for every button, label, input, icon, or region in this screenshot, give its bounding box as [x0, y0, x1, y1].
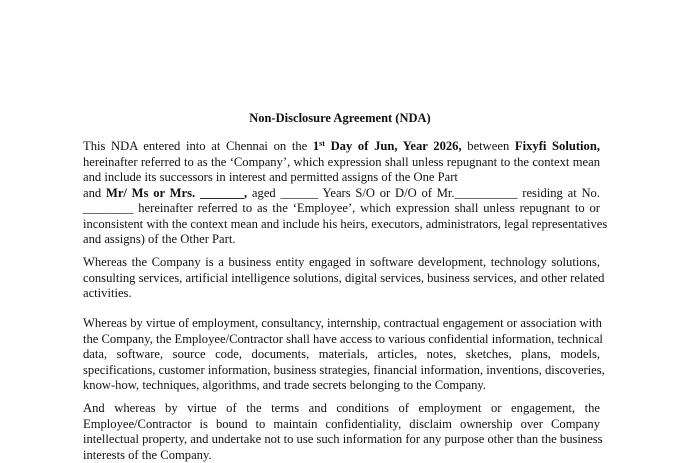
document-title: Non-Disclosure Agreement (NDA) [0, 110, 680, 126]
date-text [313, 139, 462, 153]
paragraph-line: activities. [83, 286, 600, 302]
paragraph-line: interests of the Company. [83, 448, 600, 463]
company-name: Fixyfi Solution, [515, 139, 600, 153]
paragraph-line: the Company, the Employee/Contractor shall have access to various confidential information, technical [83, 332, 600, 348]
paragraph-line: Whereas by virtue of employment, consultancy, internship, contractual engagement or association with [83, 316, 600, 332]
text-run: Day of Jun, Year 2026, [325, 139, 462, 153]
access-paragraph [83, 316, 600, 394]
paragraph-line [83, 139, 600, 155]
paragraph-line: Employee/Contractor is bound to maintain confidentiality, disclaim ownership over Company [83, 417, 600, 433]
parties-paragraph [83, 139, 600, 248]
paragraph-line: and assigns) of the Other Part. [83, 232, 600, 248]
text-run: This NDA entered into at Chennai on the [83, 139, 313, 153]
paragraph-line [83, 186, 600, 202]
paragraph-line: inconsistent with the context mean and include his heirs, executors, administrators, legal representatives [83, 217, 600, 233]
paragraph-line: and include its successors in interest and permitted assigns of the One Part [83, 170, 600, 186]
paragraph-line: hereinafter referred to as the ‘Company’, which expression shall unless repugnant to the context mean [83, 155, 600, 171]
business-paragraph [83, 255, 600, 302]
text-run: between [462, 139, 515, 153]
employee-name-blank: Mr/ Ms or Mrs. _______, [106, 186, 247, 200]
paragraph-line: know-how, techniques, algorithms, and trade secrets belonging to the Company. [83, 378, 600, 394]
paragraph-line: Whereas the Company is a business entity engaged in software development, technology solutions, [83, 255, 600, 271]
text-run: and [83, 186, 106, 200]
ordinal-suffix: st [319, 139, 325, 148]
paragraph-line: specifications, customer information, business strategies, financial information, inventions, discoveries, [83, 363, 600, 379]
paragraph-line: intellectual property, and undertake not to use such information for any purpose other than the business [83, 432, 600, 448]
paragraph-line: consulting services, artificial intelligence solutions, digital services, business services, and other related [83, 271, 600, 287]
obligation-paragraph [83, 401, 600, 463]
paragraph-line: And whereas by virtue of the terms and conditions of employment or engagement, the [83, 401, 600, 417]
paragraph-line: ________ hereinafter referred to as the ‘Employee’, which expression shall unless repugnant to or [83, 201, 600, 217]
text-run: aged ______ Years S/O or D/O of Mr.__________ residing at No. [247, 186, 600, 200]
text-run: 1 [313, 139, 319, 153]
paragraph-line: data, software, source code, documents, materials, articles, notes, sketches, plans, models, [83, 347, 600, 363]
